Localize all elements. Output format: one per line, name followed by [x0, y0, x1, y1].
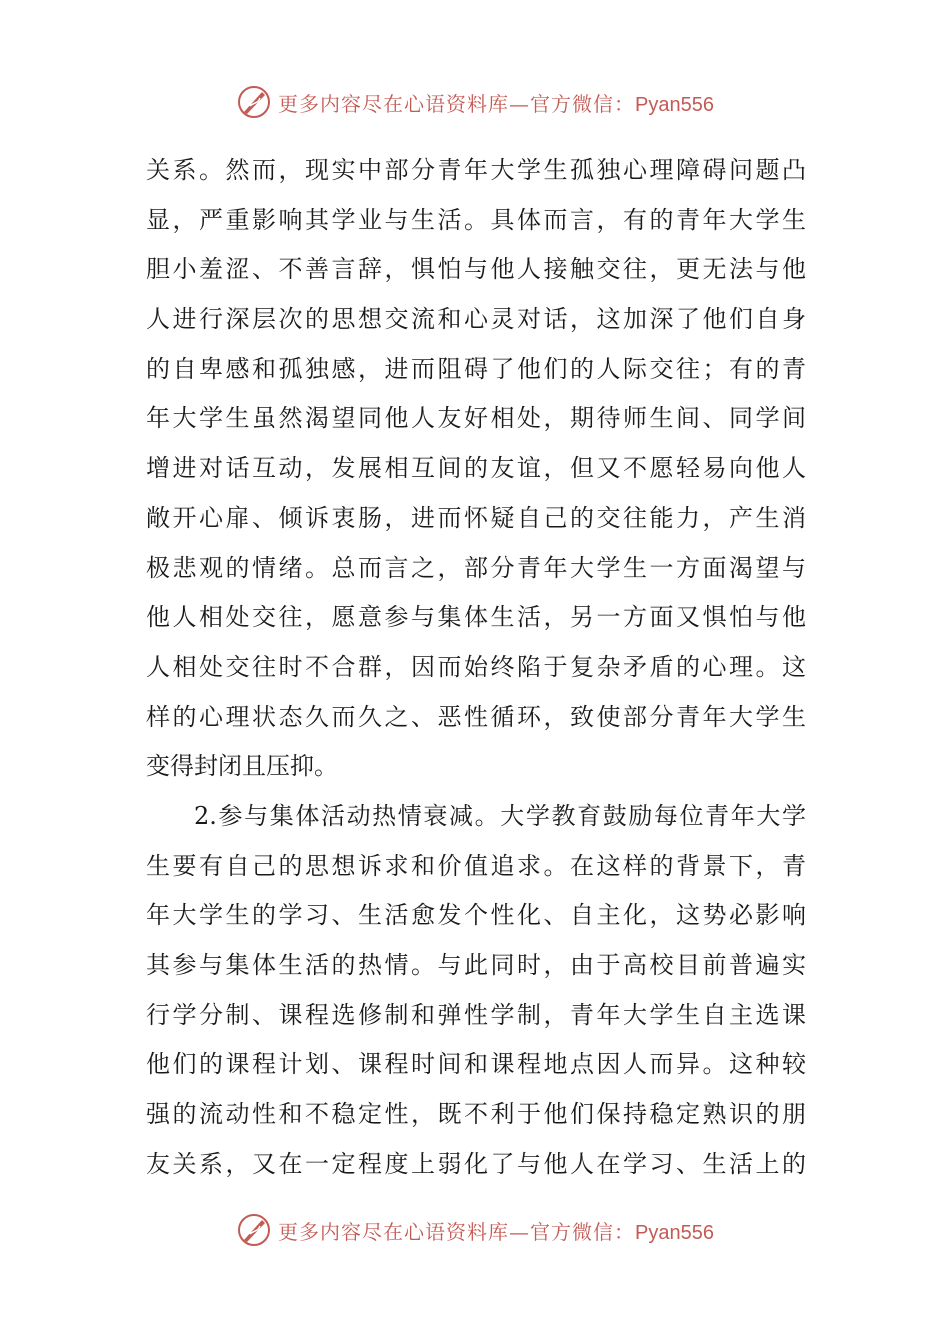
- text-line: 的自卑感和孤独感，进而阻碍了他们的人际交往；有的青: [146, 354, 806, 383]
- text-line: 其参与集体生活的热情。与此同时，由于高校目前普遍实: [146, 951, 806, 979]
- text-line: 增进对话互动，发展相互间的友谊，但又不愿轻易向他人: [146, 454, 806, 483]
- text-line: 胆小羞涩、不善言辞，惧怕与他人接触交往，更无法与他: [146, 255, 806, 284]
- watermark-slogan: 更多内容尽在心语资料库—官方微信：: [278, 91, 636, 116]
- watermark-wechat-id: Pyan556: [635, 1221, 714, 1244]
- quill-logo-icon: [236, 1212, 272, 1248]
- text-line: 行学分制、课程选修制和弹性学制，青年大学生自主选课: [146, 1000, 806, 1029]
- text-line: 人相处交往时不合群，因而始终陷于复杂矛盾的心理。这: [146, 652, 806, 681]
- document-body: [146, 146, 806, 1189]
- header-watermark: [0, 78, 950, 126]
- text-line: 友关系，又在一定程度上弱化了与他人在学习、生活上的: [146, 1149, 806, 1178]
- watermark-text: [278, 88, 714, 117]
- text-line: 强的流动性和不稳定性，既不利于他们保持稳定熟识的朋: [146, 1100, 806, 1129]
- text-line: 变得封闭且压抑。: [146, 752, 338, 781]
- text-line: 极悲观的情绪。总而言之，部分青年大学生一方面渴望与: [146, 553, 806, 582]
- section-heading-line: 2.参与集体活动热情衰减。大学教育鼓励每位青年大学: [194, 801, 806, 830]
- watermark-slogan: 更多内容尽在心语资料库—官方微信：: [278, 1219, 636, 1244]
- text-line: 样的心理状态久而久之、恶性循环，致使部分青年大学生: [146, 702, 806, 731]
- text-line: 人进行深层次的思想交流和心灵对话，这加深了他们自身: [146, 305, 806, 334]
- text-line: 生要有自己的思想诉求和价值追求。在这样的背景下，青: [146, 851, 806, 880]
- text-line: 他们的课程计划、课程时间和课程地点因人而异。这种较: [146, 1050, 806, 1079]
- text-line: 年大学生的学习、生活愈发个性化、自主化，这势必影响: [146, 901, 806, 930]
- text-line: 他人相处交往，愿意参与集体生活，另一方面又惧怕与他: [146, 603, 806, 632]
- text-line: 敞开心扉、倾诉衷肠，进而怀疑自己的交往能力，产生消: [146, 503, 806, 532]
- watermark-wechat-id: Pyan556: [635, 93, 714, 116]
- text-line: 显，严重影响其学业与生活。具体而言，有的青年大学生: [146, 205, 806, 234]
- text-line: 年大学生虽然渴望同他人友好相处，期待师生间、同学间: [146, 404, 806, 433]
- quill-logo-icon: [236, 84, 272, 120]
- text-line: 关系。然而，现实中部分青年大学生孤独心理障碍问题凸: [146, 156, 806, 184]
- watermark-text: [278, 1216, 714, 1245]
- footer-watermark: [0, 1206, 950, 1254]
